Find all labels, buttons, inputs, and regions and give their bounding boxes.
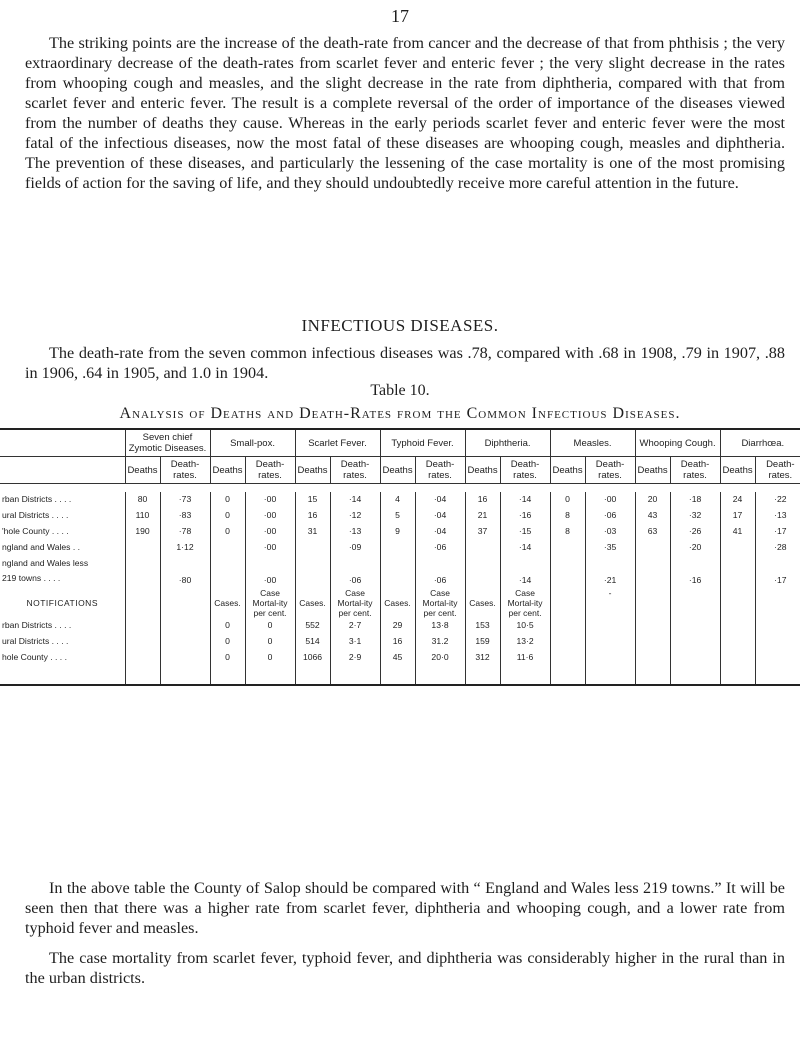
cell bbox=[380, 556, 415, 588]
cell bbox=[550, 650, 585, 685]
cell bbox=[585, 634, 635, 650]
cell: 159 bbox=[465, 634, 500, 650]
cell: 11·6 bbox=[500, 650, 550, 685]
cell: 20 bbox=[635, 492, 670, 508]
cell bbox=[720, 618, 755, 634]
cell: 80 bbox=[125, 492, 160, 508]
cell: 312 bbox=[465, 650, 500, 685]
cell bbox=[295, 540, 330, 556]
deaths-header: Deaths bbox=[720, 457, 755, 484]
cell: 63 bbox=[635, 524, 670, 540]
cell: 9 bbox=[380, 524, 415, 540]
cell: ·83 bbox=[160, 508, 210, 524]
cell bbox=[755, 588, 800, 618]
cell bbox=[550, 556, 585, 588]
cell: 0 bbox=[210, 524, 245, 540]
cell: 0 bbox=[245, 618, 295, 634]
cell bbox=[125, 634, 160, 650]
cell bbox=[720, 634, 755, 650]
cell bbox=[125, 618, 160, 634]
cell bbox=[125, 650, 160, 685]
group-header: Measles. bbox=[550, 429, 635, 457]
cell: ·73 bbox=[160, 492, 210, 508]
deaths-header: Deaths bbox=[635, 457, 670, 484]
cell bbox=[160, 588, 210, 618]
row-label: ural Districts . . . . bbox=[2, 635, 69, 646]
cell: 8 bbox=[550, 524, 585, 540]
cell: ·16 bbox=[670, 556, 720, 588]
cell: 1·12 bbox=[160, 540, 210, 556]
mortality-header: Case Mortal-ity per cent. bbox=[245, 588, 295, 618]
group-header: Diphtheria. bbox=[465, 429, 550, 457]
cell: ·15 bbox=[500, 524, 550, 540]
cell bbox=[720, 556, 755, 588]
cell: ·13 bbox=[330, 524, 380, 540]
rates-header: Death-rates. bbox=[330, 457, 380, 484]
sub-header-row bbox=[0, 457, 800, 484]
cell bbox=[635, 650, 670, 685]
cell bbox=[635, 588, 670, 618]
cell: 17 bbox=[720, 508, 755, 524]
cell: ·80 bbox=[160, 556, 210, 588]
row-label: rban Districts . . . . bbox=[2, 619, 72, 630]
cell: 15 bbox=[295, 492, 330, 508]
rates-header: Death-rates. bbox=[245, 457, 295, 484]
cell bbox=[210, 540, 245, 556]
cases-header: Cases. bbox=[380, 588, 415, 618]
cell: 0 bbox=[245, 650, 295, 685]
cell: ·00 bbox=[245, 524, 295, 540]
cell bbox=[670, 634, 720, 650]
cell: 1066 bbox=[295, 650, 330, 685]
cell: 45 bbox=[380, 650, 415, 685]
mortality-header: Case Mortal-ity per cent. bbox=[330, 588, 380, 618]
cell: 43 bbox=[635, 508, 670, 524]
cell bbox=[380, 540, 415, 556]
cell: ·04 bbox=[415, 508, 465, 524]
cell bbox=[160, 650, 210, 685]
cell: 37 bbox=[465, 524, 500, 540]
cell: 13·2 bbox=[500, 634, 550, 650]
cell: 0 bbox=[210, 634, 245, 650]
cell: 3·1 bbox=[330, 634, 380, 650]
cell: ·06 bbox=[330, 556, 380, 588]
page-number: 17 bbox=[391, 6, 409, 26]
corner-cell bbox=[0, 457, 125, 484]
cell bbox=[720, 650, 755, 685]
group-header-row bbox=[0, 429, 800, 457]
cell: 24 bbox=[720, 492, 755, 508]
cell bbox=[295, 556, 330, 588]
cell bbox=[550, 618, 585, 634]
cell: ·09 bbox=[330, 540, 380, 556]
cell bbox=[465, 540, 500, 556]
cell: 16 bbox=[380, 634, 415, 650]
cell: ·21 bbox=[585, 556, 635, 588]
death-rate-summary: The death-rate from the seven common infectious diseases was .78, compared with .68 in 1908, .79 in 1907, .88 in 1906, .64 in 1905, and 1.0 in 1904. bbox=[25, 344, 785, 382]
cases-header: Cases. bbox=[465, 588, 500, 618]
infectious-diseases-table bbox=[0, 428, 800, 686]
cell: ·00 bbox=[245, 556, 295, 588]
cell bbox=[720, 540, 755, 556]
cell: ·22 bbox=[755, 492, 800, 508]
cell: 41 bbox=[720, 524, 755, 540]
cell: ·00 bbox=[245, 508, 295, 524]
cell bbox=[635, 618, 670, 634]
cell: ·00 bbox=[245, 540, 295, 556]
group-header: Whooping Cough. bbox=[635, 429, 720, 457]
cell: 5 bbox=[380, 508, 415, 524]
cell: 552 bbox=[295, 618, 330, 634]
cell: ·06 bbox=[415, 540, 465, 556]
cell: 0 bbox=[550, 492, 585, 508]
cell bbox=[635, 556, 670, 588]
notifications-label: NOTIFICATIONS bbox=[26, 597, 98, 608]
group-header: Seven chief Zymotic Diseases. bbox=[125, 429, 210, 457]
cell: ·06 bbox=[415, 556, 465, 588]
cell: 31 bbox=[295, 524, 330, 540]
cell: ·12 bbox=[330, 508, 380, 524]
deaths-header: Deaths bbox=[550, 457, 585, 484]
cell: ·04 bbox=[415, 492, 465, 508]
table-label: Table 10. bbox=[370, 382, 430, 399]
cell: ·28 bbox=[755, 540, 800, 556]
dash-mark: - bbox=[585, 588, 635, 618]
cell: 29 bbox=[380, 618, 415, 634]
cell bbox=[550, 540, 585, 556]
cell bbox=[585, 650, 635, 685]
rates-header: Death-rates. bbox=[585, 457, 635, 484]
row-label: ngland and Wales . . bbox=[2, 541, 81, 552]
cell: 16 bbox=[295, 508, 330, 524]
cell: ·00 bbox=[585, 492, 635, 508]
cell bbox=[550, 634, 585, 650]
cell: 0 bbox=[245, 634, 295, 650]
cell bbox=[670, 650, 720, 685]
cell: ·16 bbox=[500, 508, 550, 524]
cell: 16 bbox=[465, 492, 500, 508]
cell: ·14 bbox=[500, 492, 550, 508]
cell: ·18 bbox=[670, 492, 720, 508]
cell bbox=[585, 618, 635, 634]
cell: 110 bbox=[125, 508, 160, 524]
cell bbox=[755, 650, 800, 685]
rates-header: Death-rates. bbox=[500, 457, 550, 484]
cell: ·20 bbox=[670, 540, 720, 556]
row-label-line1: ngland and Wales less bbox=[2, 557, 89, 568]
row-label: ural Districts . . . . bbox=[2, 509, 69, 520]
rates-header: Death-rates. bbox=[755, 457, 800, 484]
table-row bbox=[0, 556, 800, 588]
section-heading: INFECTIOUS DISEASES. bbox=[301, 316, 499, 335]
cell: ·14 bbox=[500, 556, 550, 588]
cell: ·13 bbox=[755, 508, 800, 524]
cell: 4 bbox=[380, 492, 415, 508]
row-label bbox=[0, 556, 125, 588]
table-title: Analysis of Deaths and Death-Rates from the Common Infectious Diseases. bbox=[119, 405, 681, 422]
cell: 0 bbox=[210, 618, 245, 634]
table-row bbox=[0, 540, 800, 556]
row-label-line2: 219 towns . . . . bbox=[2, 572, 61, 583]
group-header: Typhoid Fever. bbox=[380, 429, 465, 457]
cell: ·14 bbox=[500, 540, 550, 556]
cell: 20·0 bbox=[415, 650, 465, 685]
cell: ·78 bbox=[160, 524, 210, 540]
mortality-header: Case Mortal-ity per cent. bbox=[415, 588, 465, 618]
cell: ·14 bbox=[330, 492, 380, 508]
row-label: rban Districts . . . . bbox=[2, 493, 72, 504]
cell bbox=[160, 618, 210, 634]
cell: 0 bbox=[210, 508, 245, 524]
cell: ·35 bbox=[585, 540, 635, 556]
row-label: 'hole County . . . . bbox=[2, 525, 69, 536]
cell: 0 bbox=[210, 492, 245, 508]
rates-header: Death-rates. bbox=[670, 457, 720, 484]
deaths-header: Deaths bbox=[465, 457, 500, 484]
deaths-header: Deaths bbox=[210, 457, 245, 484]
cell bbox=[755, 634, 800, 650]
cell: 21 bbox=[465, 508, 500, 524]
table-row bbox=[0, 650, 800, 685]
cell: 8 bbox=[550, 508, 585, 524]
cell: 190 bbox=[125, 524, 160, 540]
corner-cell bbox=[0, 429, 125, 457]
cell: 13·8 bbox=[415, 618, 465, 634]
cell: ·03 bbox=[585, 524, 635, 540]
rates-header: Death-rates. bbox=[160, 457, 210, 484]
cell bbox=[125, 588, 160, 618]
cell: 0 bbox=[210, 650, 245, 685]
cell: 514 bbox=[295, 634, 330, 650]
mortality-header: Case Mortal-ity per cent. bbox=[500, 588, 550, 618]
cell bbox=[465, 556, 500, 588]
cell bbox=[720, 588, 755, 618]
cell: ·26 bbox=[670, 524, 720, 540]
rates-header: Death-rates. bbox=[415, 457, 465, 484]
cell: ·04 bbox=[415, 524, 465, 540]
cell: 153 bbox=[465, 618, 500, 634]
group-header: Scarlet Fever. bbox=[295, 429, 380, 457]
cases-header: Cases. bbox=[210, 588, 245, 618]
table-row bbox=[0, 492, 800, 508]
cell: ·00 bbox=[245, 492, 295, 508]
cell: 2·9 bbox=[330, 650, 380, 685]
row-label: hole County . . . . bbox=[2, 651, 67, 662]
deaths-header: Deaths bbox=[380, 457, 415, 484]
cell: 2·7 bbox=[330, 618, 380, 634]
case-mortality-paragraph: The case mortality from scarlet fever, typhoid fever, and diphtheria was considerably higher in the rural than in the urban districts. bbox=[25, 949, 785, 987]
table-row bbox=[0, 618, 800, 634]
intro-paragraph: The striking points are the increase of the death-rate from cancer and the decrease of that from phthisis ; the very extraordinary decrease of the death-rates from scarlet fever and enteric fever ; the very slight decrease in the rates from whooping cough and measles, and the slight decrease in the rate from diphtheria, compared with that from scarlet fever and enteric fever. The result is a complete reversal of the order of importance of the diseases viewed from the number of deaths they cause. Whereas in the early periods scarlet fever and enteric fever were the most fatal of the infectious diseases, now the most fatal of these diseases are whooping cough, measles and diphtheria. The prevention of these diseases, and particularly the lessening of the case mortality is one of the most promising fields of action for the saving of life, and they should undoubtedly receive more careful attention in the future. bbox=[25, 34, 785, 192]
cell bbox=[125, 556, 160, 588]
cell: 10·5 bbox=[500, 618, 550, 634]
cell: ·17 bbox=[755, 556, 800, 588]
comparison-paragraph: In the above table the County of Salop should be compared with “ England and Wales less 219 towns.” It will be seen then that there was a higher rate from scarlet fever, diphtheria and whooping cough, and a lower rate from typhoid fever and measles. bbox=[25, 879, 785, 937]
table-row bbox=[0, 508, 800, 524]
cell bbox=[635, 540, 670, 556]
table-row bbox=[0, 524, 800, 540]
notifications-header-row bbox=[0, 588, 800, 618]
cell bbox=[670, 588, 720, 618]
table-row bbox=[0, 634, 800, 650]
cell bbox=[635, 634, 670, 650]
cell bbox=[125, 540, 160, 556]
cell: 31.2 bbox=[415, 634, 465, 650]
cell bbox=[160, 634, 210, 650]
deaths-header: Deaths bbox=[125, 457, 160, 484]
cell: ·32 bbox=[670, 508, 720, 524]
cases-header: Cases. bbox=[295, 588, 330, 618]
deaths-header: Deaths bbox=[295, 457, 330, 484]
cell bbox=[755, 618, 800, 634]
cell bbox=[210, 556, 245, 588]
cell bbox=[670, 618, 720, 634]
group-header: Diarrhœa. bbox=[720, 429, 800, 457]
cell: ·06 bbox=[585, 508, 635, 524]
group-header: Small-pox. bbox=[210, 429, 295, 457]
cell: ·17 bbox=[755, 524, 800, 540]
cell bbox=[550, 588, 585, 618]
